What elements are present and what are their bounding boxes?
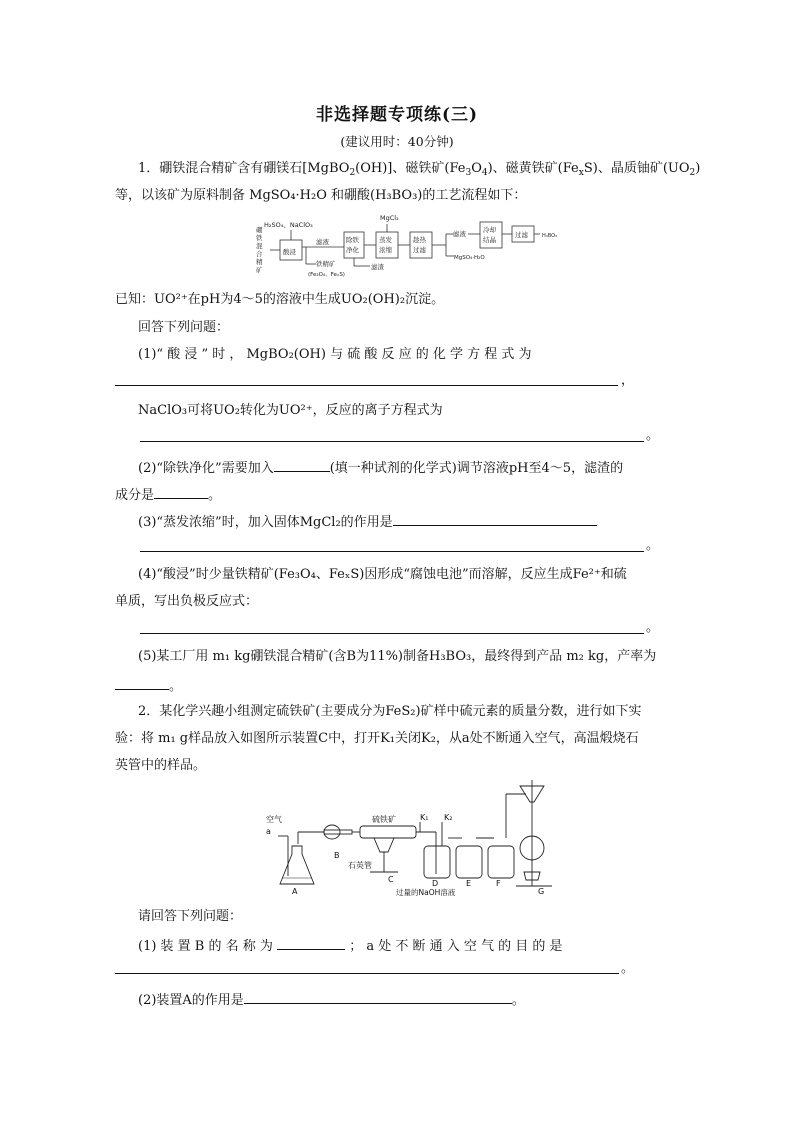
- page-title: 非选择题专项练(三): [315, 105, 479, 125]
- flow-iron-ore: 铁精矿: [316, 260, 336, 268]
- q1-intro-f: ): [695, 161, 701, 176]
- q2-prompt: 请回答下列问题：: [138, 909, 243, 924]
- flow-evap-label-2: 浓缩: [379, 246, 392, 254]
- q2-part1-period: 。: [621, 961, 635, 976]
- q1-part2-line2: [115, 484, 221, 505]
- q1-part2-period: 。: [208, 488, 222, 503]
- q1-part1-question: (1)“ 酸 浸 ” 时 ， MgBO₂(OH) 与 硫 酸 反 应 的 化 学 方 程 式 为: [138, 347, 532, 362]
- q1-part1b-period: 。: [646, 428, 660, 443]
- flow-purify-label-1: 除铁: [346, 236, 359, 244]
- label-G: G: [538, 887, 545, 896]
- q1-part3-blank-a[interactable]: [393, 511, 597, 526]
- q1-part5-yield-blank[interactable]: [115, 675, 169, 690]
- q1-part2-residue-blank[interactable]: [154, 484, 208, 499]
- q1-part4-line2: 单质，写出负极反应式：: [115, 594, 259, 609]
- flow-filtrate1: 滤液: [316, 238, 329, 246]
- q2-part2-line: [138, 989, 525, 1010]
- flow-ore-label-1: 硼: [256, 226, 263, 234]
- quartz-tube-c: [360, 826, 416, 838]
- flow-iron-ore-formula: (Fe₃O₄、FeₓS): [308, 272, 345, 278]
- flow-evap-label-1: 蒸发: [379, 236, 392, 244]
- q1-intro-line2: 等，以该矿为原料制备 MgSO₄·H₂O 和硼酸(H₃BO₃)的工艺流程如下：: [115, 188, 527, 203]
- label-air: 空气: [266, 815, 282, 824]
- flow-product2: MgSO₄·H₂O: [454, 255, 485, 261]
- q2-part2-period: 。: [511, 993, 525, 1008]
- bottle-d: [424, 846, 450, 878]
- q1-intro-c: O: [471, 161, 482, 176]
- q1-part2-line1: [138, 457, 623, 478]
- q2-part1-mid: ； a 处 不 断 通 入 空 气 的 目 的 是: [349, 939, 563, 954]
- apparatus-diagram: [262, 776, 562, 896]
- q1-part3-answer-line[interactable]: [140, 550, 644, 552]
- q1-part4-answer-line[interactable]: [140, 632, 644, 634]
- q1-intro-a: 1．硼铁混合精矿含有硼镁石[MgBO: [138, 161, 350, 176]
- flow-ore-label-5: 精: [256, 258, 263, 266]
- process-flow-diagram: [250, 210, 558, 282]
- q2-part1-question: (1) 装 置 B 的 名 称 为: [138, 939, 273, 954]
- flask-a: [280, 846, 314, 884]
- burner: [374, 838, 394, 852]
- q1-part4-line1: (4)“酸浸”时少量铁精矿(Fe₃O₄、FeₓS)因形成“腐蚀电池”而溶解，反应生成Fe²⁺和硫: [138, 567, 627, 582]
- q1-known: 已知：UO²⁺在pH为4～5的溶液中生成UO₂(OH)₂沉淀。: [115, 292, 445, 307]
- flow-ore-label-3: 混: [256, 242, 263, 250]
- q1-part1-comma: ，: [621, 373, 635, 388]
- bottle-e: [456, 846, 482, 878]
- flow-purify-label-2: 净化: [346, 246, 359, 254]
- q1-part3-period: 。: [646, 538, 660, 553]
- q1-part1-answer-line[interactable]: [115, 384, 618, 386]
- label-a: a: [266, 827, 271, 836]
- q1-part3-line1: [138, 511, 597, 532]
- q2-part2-blank[interactable]: [244, 989, 512, 1004]
- label-C: C: [388, 875, 394, 884]
- q2-part1-answer-line[interactable]: [115, 972, 619, 974]
- q1-intro-e: S)、晶质铀矿(UO: [583, 161, 690, 176]
- flow-ore-label-6: 矿: [256, 266, 263, 274]
- label-D: D: [432, 879, 439, 888]
- flow-reagents1: H₂SO₄、NaClO₃: [264, 221, 313, 229]
- q1-part1b-answer-line[interactable]: [140, 440, 644, 442]
- q1-part5-line2: [115, 675, 182, 696]
- q1-part2-b: (填一种试剂的化学式)调节溶液pH至4～5，滤渣的: [329, 461, 624, 476]
- flow-filtrate2: 滤液: [453, 230, 466, 238]
- page-subtitle: (建议用时：40分钟): [340, 134, 454, 149]
- flow-residue: 滤渣: [371, 263, 384, 271]
- flow-product1: H₃BO₃: [542, 233, 558, 239]
- q1-intro-d: )、磁黄铁矿(Fe: [487, 161, 579, 176]
- q2-part2-question: (2)装置A的作用是: [138, 993, 244, 1008]
- bottle-f: [488, 846, 514, 878]
- q1-part5-line1: (5)某工厂用 m₁ kg硼铁混合精矿(含B为11%)制备H₃BO₃，最终得到产品 m₂ kg，产率为: [138, 649, 657, 664]
- q2-part1-line1: [138, 935, 563, 956]
- q1-part3-question: (3)“蒸发浓缩”时，加入固体MgCl₂的作用是: [138, 515, 393, 530]
- q1-part2-reagent-blank[interactable]: [274, 457, 330, 472]
- q2-intro-line1: 2．某化学兴趣小组测定硫铁矿(主要成分为FeS₂)矿样中硫元素的质量分数，进行如下实: [138, 704, 642, 719]
- flow-acid-label: 酸浸: [283, 248, 296, 256]
- label-F: F: [496, 879, 501, 888]
- flow-cool-label-2: 结晶: [483, 236, 496, 244]
- flow-filter-label: 过滤: [515, 231, 528, 239]
- q1-intro-line1: 1．硼铁混合精矿含有硼镁石[MgBO$_2$(OH)]、磁铁矿$(Fe_3O_4)$、磁黄铁矿$(Fe_xS)$、晶质铀矿$(UO_2)$: [138, 161, 701, 178]
- q1-part4-period: 。: [646, 620, 660, 635]
- q2-intro-line3: 英管中的样品。: [115, 758, 207, 773]
- q1-intro-b: (OH)]、磁铁矿(Fe: [355, 161, 466, 176]
- flow-ore-label-4: 合: [256, 250, 263, 258]
- q1-part2-c: 成分是: [115, 488, 155, 503]
- q1-answer-prompt: 回答下列问题：: [138, 320, 230, 335]
- label-B: B: [334, 851, 340, 860]
- label-E: E: [466, 879, 472, 888]
- flow-reagent2: MgCl₂: [380, 214, 399, 222]
- label-K1: K₁: [420, 813, 429, 822]
- label-naoh: 过量的NaOH溶液: [396, 888, 456, 897]
- q1-part1b-question: NaClO₃可将UO₂转化为UO²⁺，反应的离子方程式为: [138, 403, 443, 418]
- flow-hot-label-1: 趁热: [413, 236, 426, 244]
- q1-part2-a: (2)“除铁净化”需要加入: [138, 461, 274, 476]
- label-quartz: 石英管: [348, 861, 372, 870]
- label-A: A: [292, 887, 298, 896]
- drying-tube-b: [324, 825, 340, 839]
- flow-cool-label-1: 冷却: [483, 226, 496, 234]
- flow-hot-label-2: 过滤: [413, 246, 426, 254]
- label-ore: 硫铁矿: [372, 815, 396, 824]
- flow-ore-label-2: 铁: [256, 234, 263, 242]
- q2-intro-line2: 验：将 m₁ g样品放入如图所示装置C中，打开K₁关闭K₂，从a处不断通入空气，高温煅烧石: [115, 731, 639, 746]
- q2-part1-name-blank[interactable]: [277, 935, 345, 950]
- label-K2: K₂: [444, 813, 453, 822]
- q1-part5-period: 。: [169, 679, 183, 694]
